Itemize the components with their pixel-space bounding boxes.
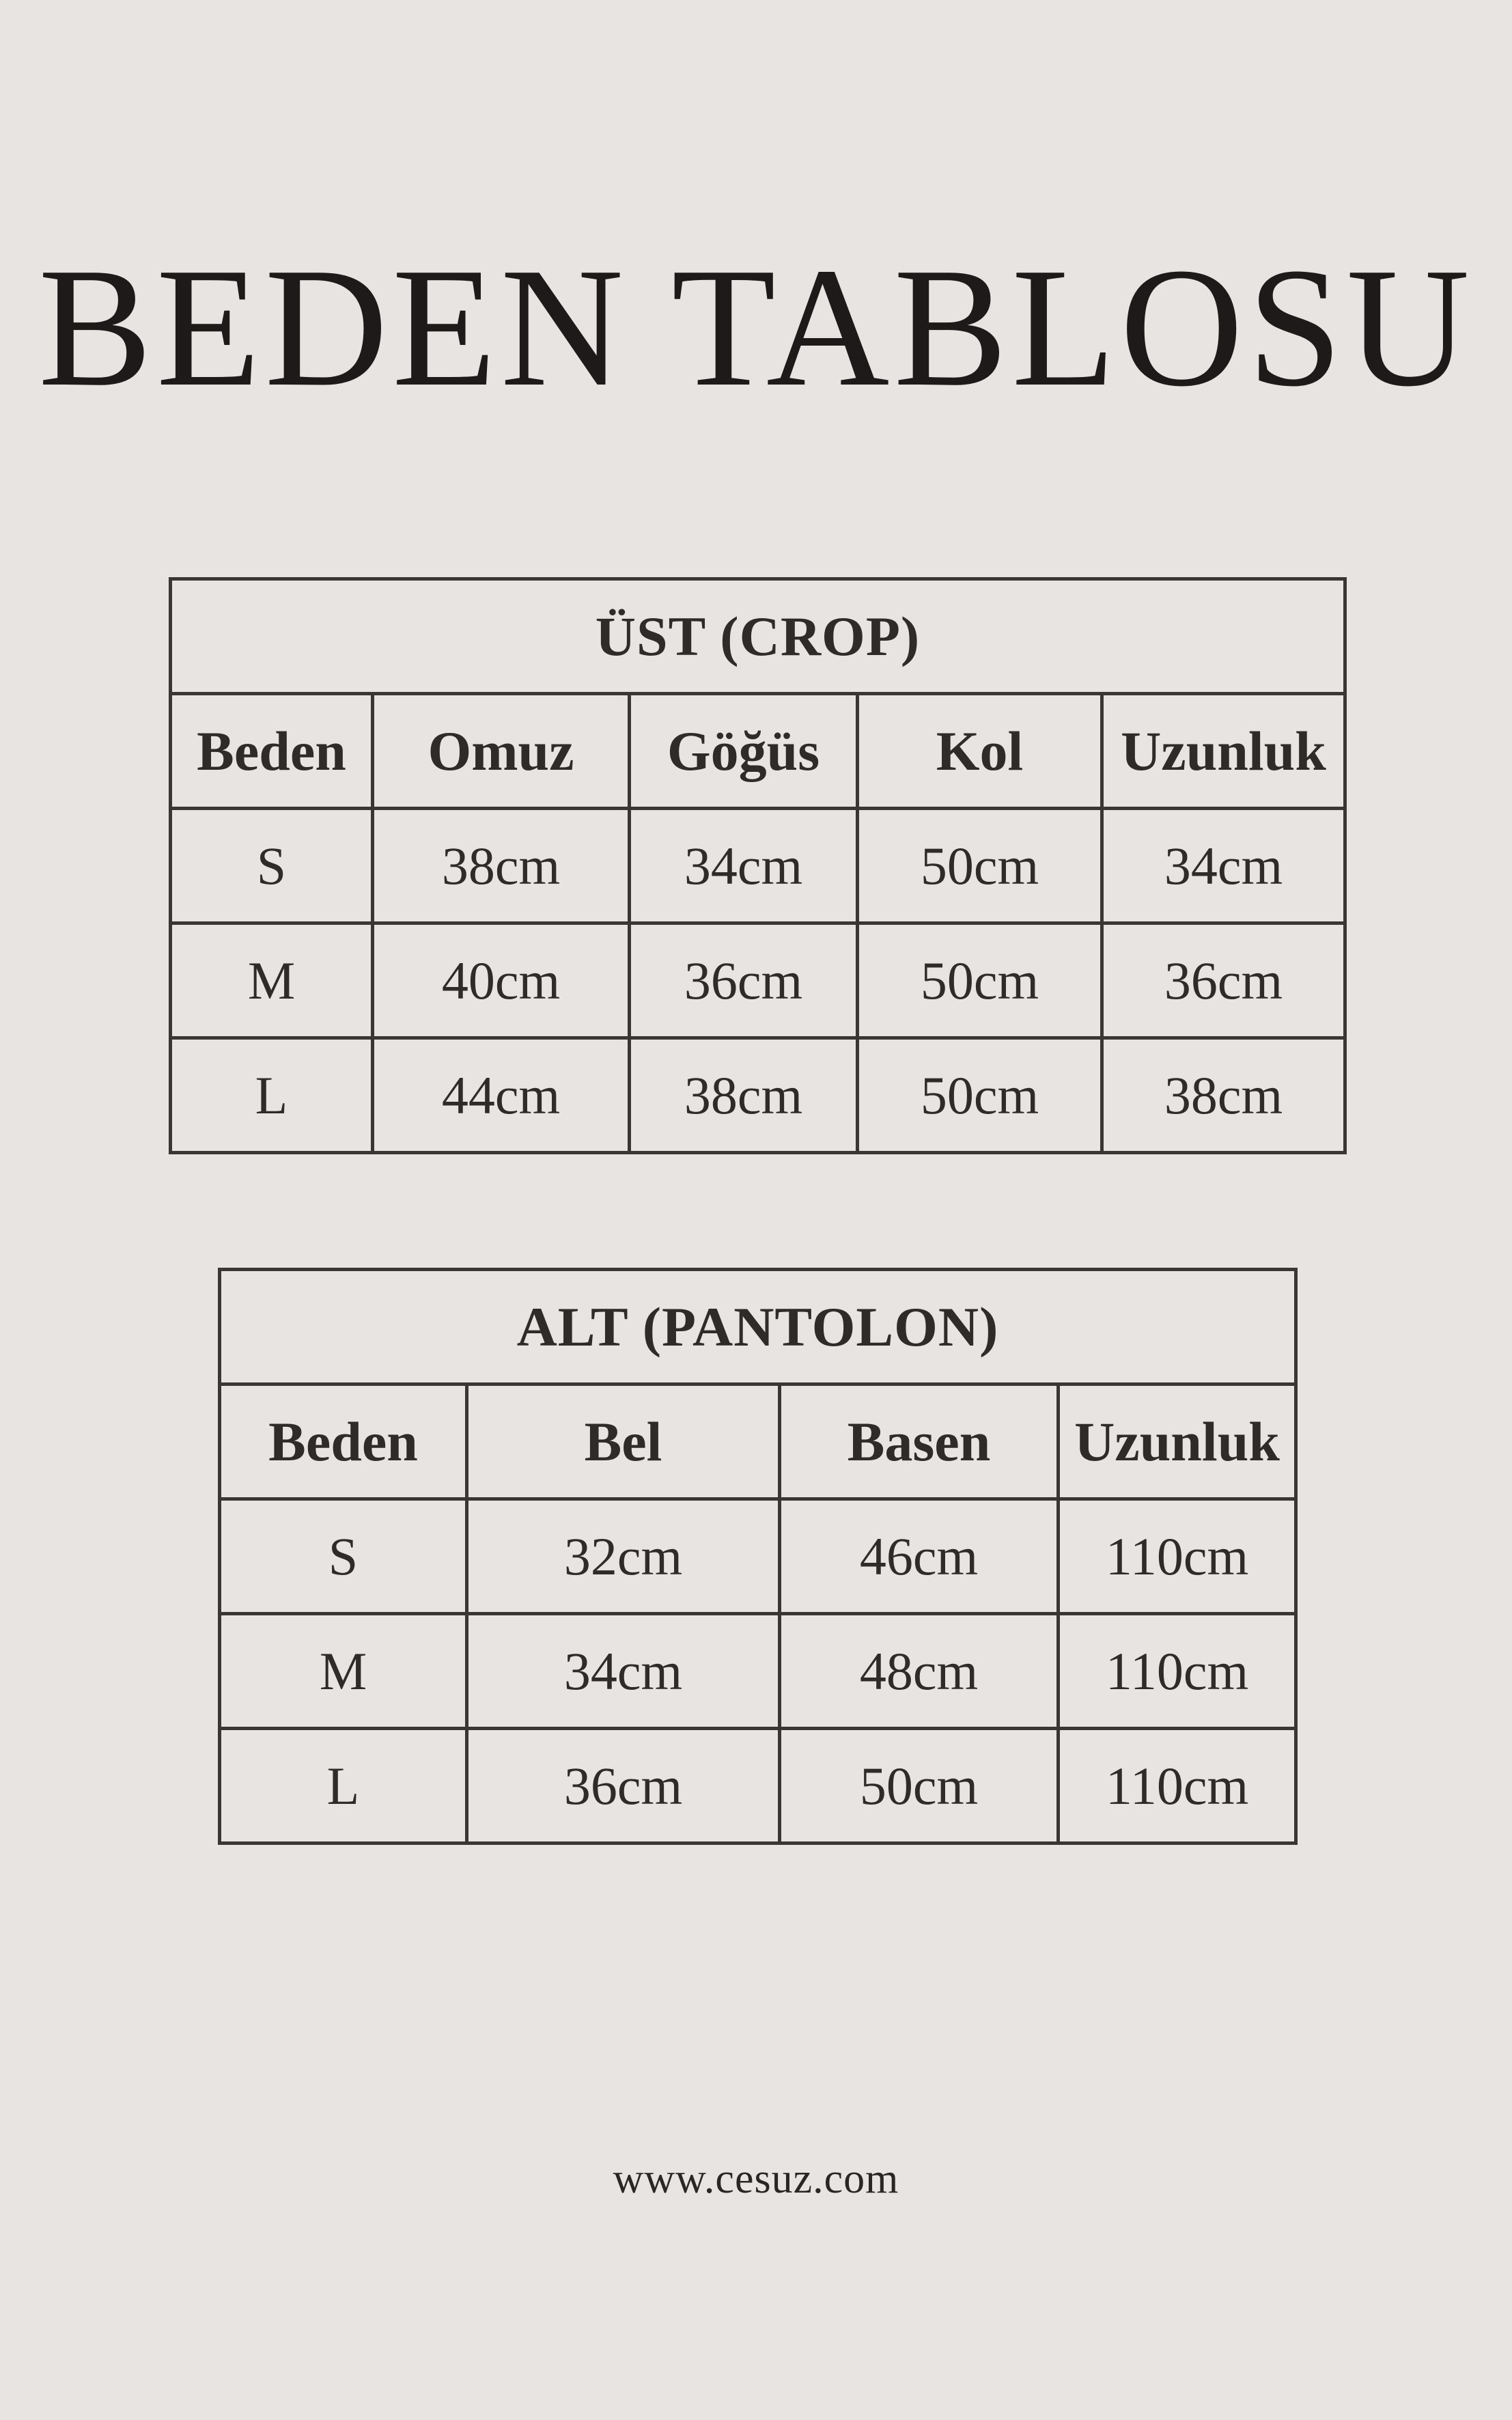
table-cell: 32cm — [467, 1499, 780, 1614]
table-cell: 110cm — [1059, 1614, 1296, 1729]
column-header: Kol — [858, 694, 1102, 809]
column-header: Basen — [780, 1385, 1059, 1499]
table-row — [220, 1729, 1296, 1844]
table-row — [220, 1614, 1296, 1729]
table-cell: M — [171, 923, 373, 1038]
table-caption: ÜST (CROP) — [171, 579, 1345, 694]
table-cell: 110cm — [1059, 1499, 1296, 1614]
table-cell: 40cm — [373, 923, 630, 1038]
table-cell: 50cm — [858, 1038, 1102, 1153]
column-header: Beden — [220, 1385, 467, 1499]
table-cell: 38cm — [373, 809, 630, 923]
table-cell: 36cm — [630, 923, 858, 1038]
table-caption-row — [220, 1270, 1296, 1385]
table-caption-row — [171, 579, 1345, 694]
table-cell: 46cm — [780, 1499, 1059, 1614]
column-header: Uzunluk — [1059, 1385, 1296, 1499]
table-cell: 34cm — [467, 1614, 780, 1729]
table-cell: L — [220, 1729, 467, 1844]
page-title: BEDEN TABLOSU — [38, 233, 1474, 422]
table-row — [171, 809, 1345, 923]
table-cell: 110cm — [1059, 1729, 1296, 1844]
table-cell: M — [220, 1614, 467, 1729]
column-header: Göğüs — [630, 694, 858, 809]
table-cell: 50cm — [780, 1729, 1059, 1844]
table-cell: L — [171, 1038, 373, 1153]
table-header-row — [220, 1385, 1296, 1499]
table-cell: 38cm — [630, 1038, 858, 1153]
table-row — [171, 1038, 1345, 1153]
table-cell: 36cm — [467, 1729, 780, 1844]
bottom-size-table — [218, 1268, 1298, 1845]
table-row — [171, 923, 1345, 1038]
column-header: Uzunluk — [1102, 694, 1345, 809]
table-cell: 50cm — [858, 809, 1102, 923]
table-cell: 38cm — [1102, 1038, 1345, 1153]
table-cell: 34cm — [630, 809, 858, 923]
table-cell: 44cm — [373, 1038, 630, 1153]
top-size-table — [169, 577, 1347, 1154]
table-caption: ALT (PANTOLON) — [220, 1270, 1296, 1385]
table-cell: 34cm — [1102, 809, 1345, 923]
table-cell: 36cm — [1102, 923, 1345, 1038]
table-cell: S — [171, 809, 373, 923]
column-header: Bel — [467, 1385, 780, 1499]
table-row — [220, 1499, 1296, 1614]
website-link[interactable]: www.cesuz.com — [613, 2156, 899, 2202]
table-cell: S — [220, 1499, 467, 1614]
table-cell: 48cm — [780, 1614, 1059, 1729]
column-header: Beden — [171, 694, 373, 809]
table-header-row — [171, 694, 1345, 809]
column-header: Omuz — [373, 694, 630, 809]
table-cell: 50cm — [858, 923, 1102, 1038]
